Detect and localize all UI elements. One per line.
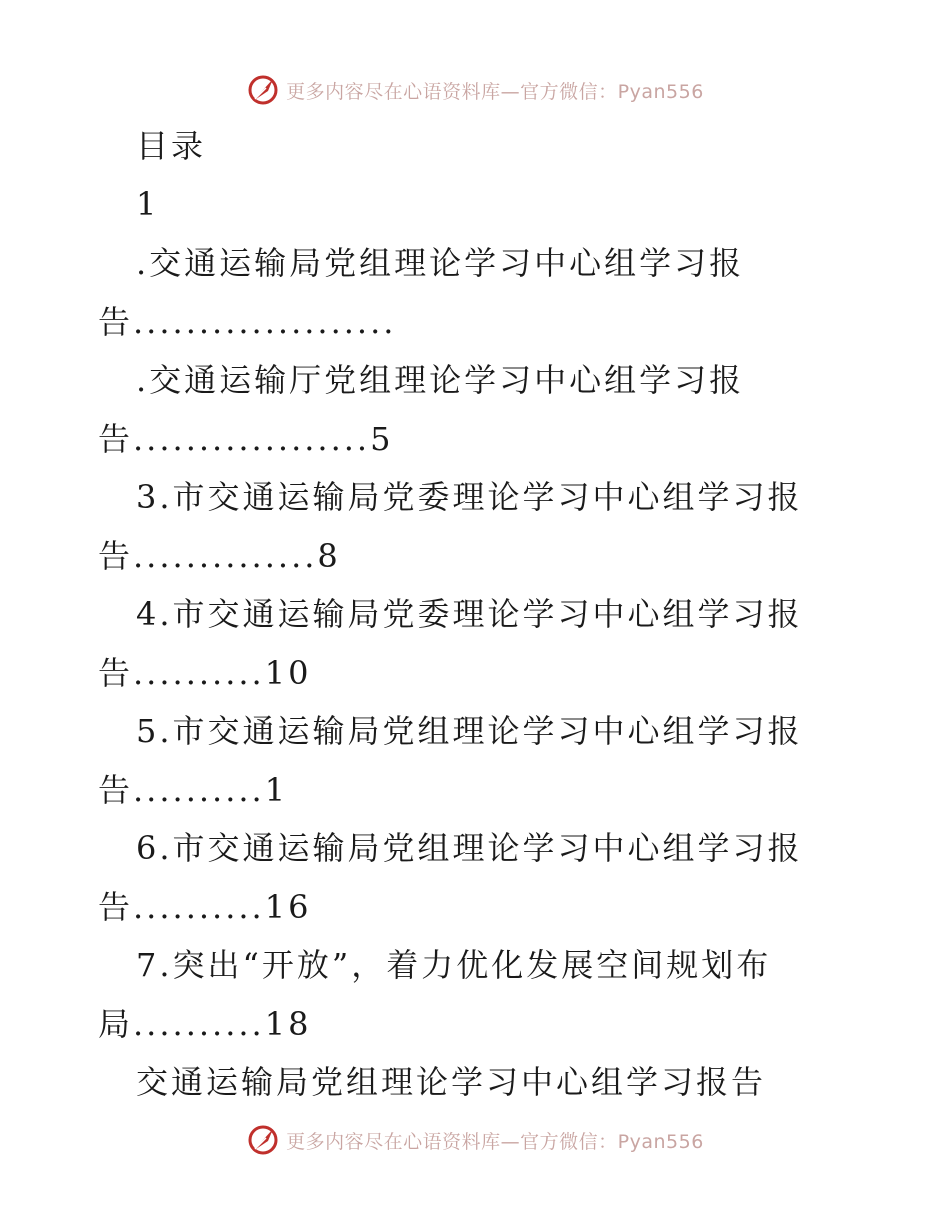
watermark-header xyxy=(0,70,950,110)
watermark-footer xyxy=(0,1120,950,1160)
toc-item-4-line1: 4.市交通运输局党委理论学习中心组学习报 xyxy=(136,595,803,633)
quill-logo-icon xyxy=(246,1123,280,1157)
toc-item-2-line2: 告..................5 xyxy=(98,420,394,458)
quill-logo-icon xyxy=(246,73,280,107)
toc-heading: 目录 xyxy=(136,127,207,165)
section-title: 交通运输局党组理论学习中心组学习报告 xyxy=(136,1063,767,1101)
watermark-text: 更多内容尽在心语资料库—官方微信：Pyan556 xyxy=(286,80,704,103)
toc-item-1-line2: 告.................... xyxy=(98,303,397,341)
toc-number: 1 xyxy=(136,185,160,223)
toc-item-5-line2: 告..........1 xyxy=(98,771,289,809)
toc-item-3-line2: 告..............8 xyxy=(98,537,341,575)
toc-item-6-line2: 告..........16 xyxy=(98,888,312,926)
toc-item-5-line1: 5.市交通运输局党组理论学习中心组学习报 xyxy=(136,712,803,750)
toc-item-2-line1: .交通运输厅党组理论学习中心组学习报 xyxy=(136,361,745,399)
toc-item-3-line1: 3.市交通运输局党委理论学习中心组学习报 xyxy=(136,478,803,516)
toc-item-6-line1: 6.市交通运输局党组理论学习中心组学习报 xyxy=(136,829,803,867)
toc-item-7-line1: 7.突出“开放”，着力优化发展空间规划布 xyxy=(136,946,772,984)
toc-item-4-line2: 告..........10 xyxy=(98,654,312,692)
toc-item-1-line1: .交通运输局党组理论学习中心组学习报 xyxy=(136,244,745,282)
watermark-text: 更多内容尽在心语资料库—官方微信：Pyan556 xyxy=(286,1130,704,1153)
toc-item-7-line2: 局..........18 xyxy=(98,1005,312,1043)
